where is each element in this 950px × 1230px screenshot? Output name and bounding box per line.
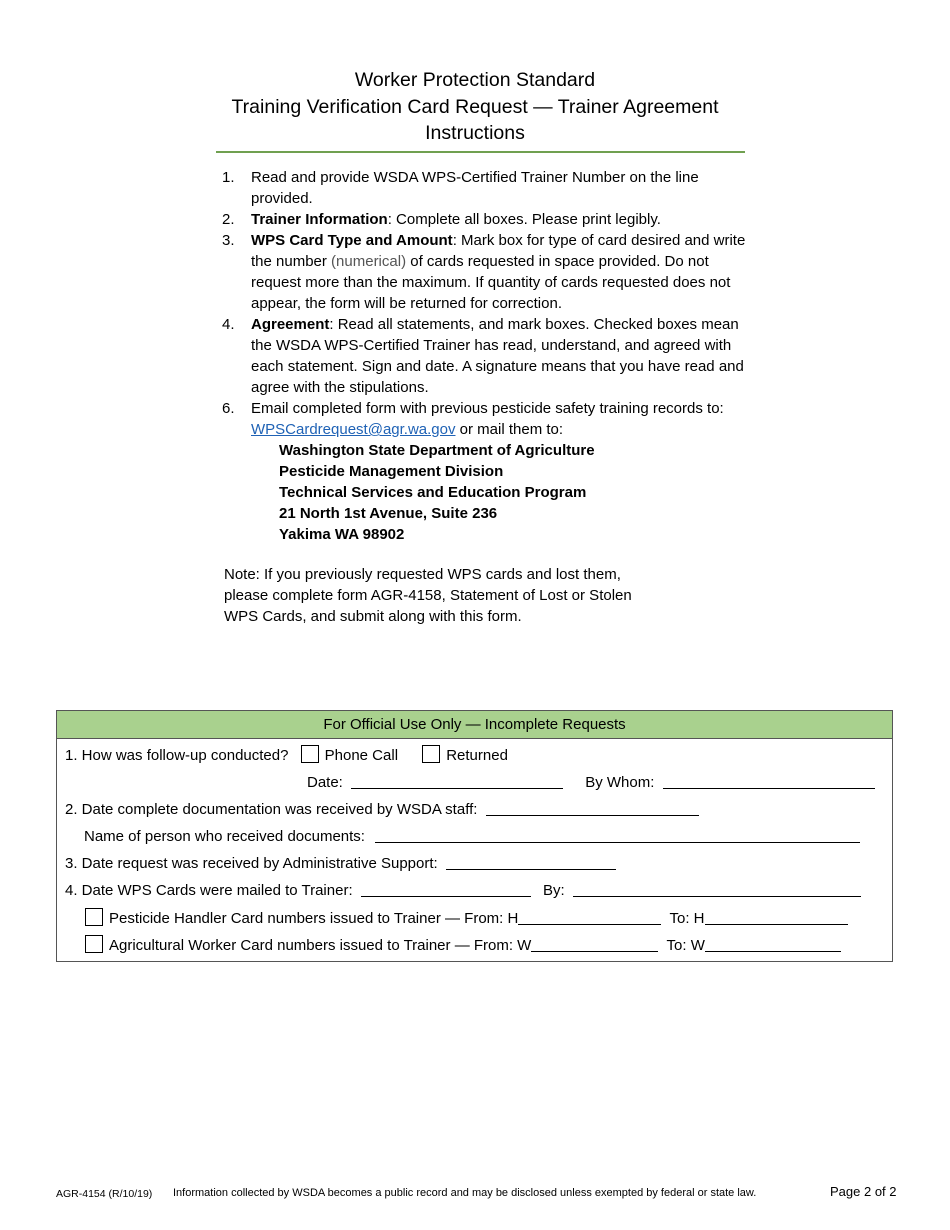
address-line: Pesticide Management Division [279,463,504,480]
instruction-label: Agreement [251,316,330,333]
official-use-header: For Official Use Only — Incomplete Requests [57,711,892,739]
by-whom-label: By Whom: [585,774,655,791]
mailed-row [65,881,861,901]
form-code: AGR-4154 (R/10/19) [56,1188,153,1200]
title-line-2: Training Verification Card Request — Trainer Agreement [231,95,719,118]
handler-to-label: To: H [669,910,705,927]
instruction-item-2 [222,209,762,230]
address-line: Yakima WA 98902 [279,526,405,543]
by-whom-field[interactable] [663,773,875,789]
instruction-text: of cards requested in space provided. Do not request more than the maximum. If quantity of cards requested does not appear, the form will be returned for correction. [251,253,731,312]
address-line: 21 North 1st Avenue, Suite 236 [279,505,498,522]
phone-call-checkbox[interactable] [301,745,319,763]
worker-card-row [85,935,841,956]
instruction-number: 4. [222,316,235,333]
title-line-3: Instructions [425,122,525,144]
public-record-notice: Information collected by WSDA becomes a public record and may be disclosed unless exempted by federal or state law. [173,1187,757,1199]
received-by-field[interactable] [375,827,860,843]
address-line: Technical Services and Education Program [279,484,587,501]
instructions-list [222,167,762,545]
handler-card-label: Pesticide Handler Card numbers issued to Trainer — From: H [109,910,519,927]
admin-support-date-field[interactable] [446,854,616,870]
instruction-text: Read and provide WSDA WPS-Certified Trainer Number on the line provided. [251,169,699,207]
received-by-row [84,827,860,847]
returned-checkbox[interactable] [422,745,440,763]
instruction-label: WPS Card Type and Amount [251,232,453,249]
instruction-item-4 [222,314,762,398]
instruction-text: : Mark box for type of card desired and write the number [251,232,746,270]
instruction-item-6 [222,398,762,545]
lost-cards-note: Note: If you previously requested WPS cards and lost them, please complete form AGR-4158, Statement of Lost or Stolen WPS Cards, and submit along with this form. [224,566,632,625]
handler-card-row [85,908,848,929]
followup-row [65,745,508,766]
instruction-number: 1. [222,169,235,186]
page-number: Page 2 of 2 [830,1184,897,1199]
instruction-text: : Complete all boxes. Please print legibly. [387,211,661,228]
worker-from-field[interactable] [531,936,658,952]
handler-card-checkbox[interactable] [85,908,103,926]
email-link[interactable]: WPSCardrequest@agr.wa.gov [251,421,456,438]
instruction-item-3 [222,230,762,314]
received-by-label: Name of person who received documents: [84,828,365,845]
followup-date-row [307,773,875,793]
returned-label: Returned [446,747,508,764]
page-title [0,67,950,147]
admin-support-question: 3. Date request was received by Administrative Support: [65,855,438,872]
mailed-by-field[interactable] [573,881,861,897]
instruction-text: or mail them to: [455,421,564,438]
handler-from-field[interactable] [518,909,661,925]
handler-to-field[interactable] [705,909,848,925]
instruction-number: 2. [222,211,235,228]
instruction-text: Email completed form with previous pesticide safety training records to: [251,400,724,417]
by-label: By: [542,882,565,899]
worker-card-label: Agricultural Worker Card numbers issued to Trainer — From: W [109,937,532,954]
followup-date-field[interactable] [351,773,563,789]
title-divider [216,151,745,153]
instruction-item-1 [222,167,762,209]
instruction-label: Trainer Information [251,211,388,228]
documentation-date-field[interactable] [486,800,699,816]
worker-to-label: To: W [666,937,705,954]
admin-support-row [65,854,616,874]
documentation-question: 2. Date complete documentation was received by WSDA staff: [65,801,478,818]
worker-to-field[interactable] [705,936,841,952]
address-line: Washington State Department of Agriculture [279,442,595,459]
mailed-date-field[interactable] [361,881,531,897]
documentation-row [65,800,699,820]
followup-question: 1. How was follow-up conducted? [65,747,289,764]
mailed-question: 4. Date WPS Cards were mailed to Trainer: [65,882,353,899]
date-label: Date: [307,774,343,791]
worker-card-checkbox[interactable] [85,935,103,953]
instruction-muted-text: (numerical) [331,253,407,270]
instruction-number: 6. [222,400,235,417]
mailing-address [251,440,762,545]
title-line-1: Worker Protection Standard [354,69,596,91]
instruction-text: : Read all statements, and mark boxes. Checked boxes mean the WSDA WPS-Certified Trainer has read, understand, and agreed with each statement. Sign and date. A signature means that you have read and agree with the stipulations. [251,316,744,396]
phone-call-label: Phone Call [324,747,399,764]
instruction-number: 3. [222,232,235,249]
official-use-box [56,710,893,962]
